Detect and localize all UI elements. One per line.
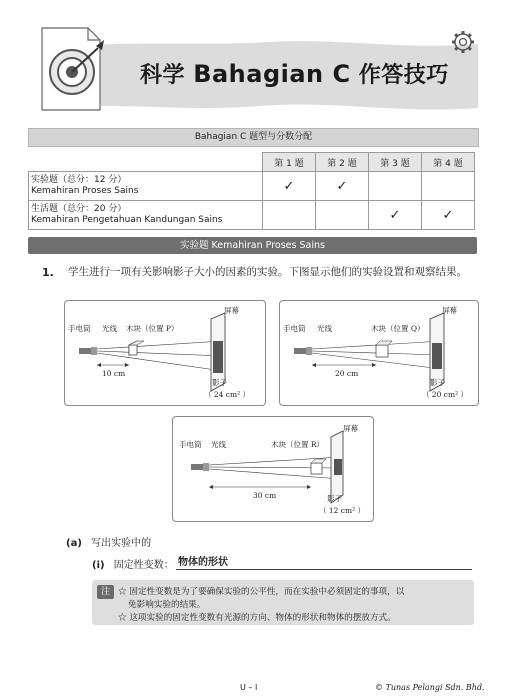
shadow-label: 影子 bbox=[430, 378, 445, 387]
block-label: 木块（位置 Q） bbox=[371, 324, 425, 333]
answer-text: 物体的形状 bbox=[178, 557, 228, 568]
target-icon bbox=[42, 28, 104, 110]
answer-line bbox=[176, 569, 472, 570]
gear-icon bbox=[452, 31, 474, 53]
shadow-area-label: （ 12 cm² ） bbox=[319, 506, 366, 515]
shadow-area-label: （ 24 cm² ） bbox=[204, 390, 251, 399]
screen-label: 屏幕 bbox=[224, 306, 239, 315]
part-a-label: (a) bbox=[66, 538, 82, 549]
note-line-3: ☆ 这项实验的固定性变数有光源的方向、物体的形状和物体的摆放方式。 bbox=[118, 613, 396, 623]
column-header: 第 2 题 bbox=[316, 153, 369, 172]
distance-label: 10 cm bbox=[102, 369, 126, 378]
page-number: U – I bbox=[240, 683, 258, 692]
check-cell: ✓ bbox=[369, 201, 422, 230]
publisher-credit: © Tunas Pelangi Sdn. Bhd. bbox=[375, 683, 485, 692]
note-line-2: 免影响实验的结果。 bbox=[128, 600, 206, 610]
part-i-text: 固定性变数： bbox=[113, 560, 174, 571]
distance-label: 30 cm bbox=[253, 491, 277, 500]
column-header: 第 1 题 bbox=[263, 153, 316, 172]
part-i-label: (i) bbox=[92, 560, 105, 571]
table-row bbox=[29, 201, 475, 230]
screen-label: 屏幕 bbox=[442, 306, 457, 315]
row-label: 生活题（总分：20 分） Kemahiran Pengetahuan Kandungan Sains bbox=[29, 201, 263, 230]
diagram-p bbox=[64, 300, 266, 406]
torch-label: 手电筒 bbox=[283, 324, 306, 333]
diagram-q bbox=[279, 300, 479, 406]
distance-label: 20 cm bbox=[335, 369, 359, 378]
block-label: 木块（位置 P） bbox=[126, 324, 179, 333]
note-badge: 注 bbox=[97, 585, 114, 599]
part-i bbox=[92, 556, 174, 571]
check-cell bbox=[263, 201, 316, 230]
light-label: 光线 bbox=[211, 440, 226, 449]
check-cell: ✓ bbox=[263, 172, 316, 201]
light-label: 光线 bbox=[102, 324, 117, 333]
check-cell bbox=[369, 172, 422, 201]
question-number: 1. bbox=[42, 266, 54, 279]
question-text: 学生进行一项有关影响影子大小的因素的实验。下图显示他们的实验设置和观察结果。 bbox=[68, 266, 467, 278]
table-row bbox=[29, 172, 475, 201]
part-a-text: 写出实验中的 bbox=[91, 538, 152, 549]
check-cell bbox=[422, 172, 475, 201]
shadow-label: 影子 bbox=[212, 378, 227, 387]
score-table-heading: Bahagian C 题型与分数分配 bbox=[28, 128, 479, 147]
block-label: 木块（位置 R） bbox=[271, 440, 325, 449]
page-title bbox=[140, 58, 449, 89]
score-table bbox=[28, 152, 475, 230]
shadow-label: 影子 bbox=[327, 494, 342, 503]
section-bar: 实验题 Kemahiran Proses Sains bbox=[28, 237, 477, 254]
check-cell: ✓ bbox=[316, 172, 369, 201]
title-cn-2: 作答技巧 bbox=[358, 63, 449, 88]
column-header: 第 3 题 bbox=[369, 153, 422, 172]
check-cell: ✓ bbox=[422, 201, 475, 230]
title-cn-1: 科学 bbox=[140, 63, 186, 88]
title-latin: Bahagian C bbox=[193, 60, 351, 88]
check-cell bbox=[316, 201, 369, 230]
row-label: 实验题（总分：12 分） Kemahiran Proses Sains bbox=[29, 172, 263, 201]
diagram-r bbox=[172, 416, 374, 522]
screen-label: 屏幕 bbox=[343, 424, 358, 433]
score-table-header-row bbox=[29, 153, 475, 172]
light-label: 光线 bbox=[317, 324, 332, 333]
column-header: 第 4 题 bbox=[422, 153, 475, 172]
torch-label: 手电筒 bbox=[68, 324, 91, 333]
torch-label: 手电筒 bbox=[179, 440, 202, 449]
note-line-1: ☆ 固定性变数是为了要确保实验的公平性，而在实验中必须固定的事项，以 bbox=[118, 587, 405, 597]
shadow-area-label: （ 20 cm² ） bbox=[422, 390, 469, 399]
part-a bbox=[66, 534, 151, 549]
